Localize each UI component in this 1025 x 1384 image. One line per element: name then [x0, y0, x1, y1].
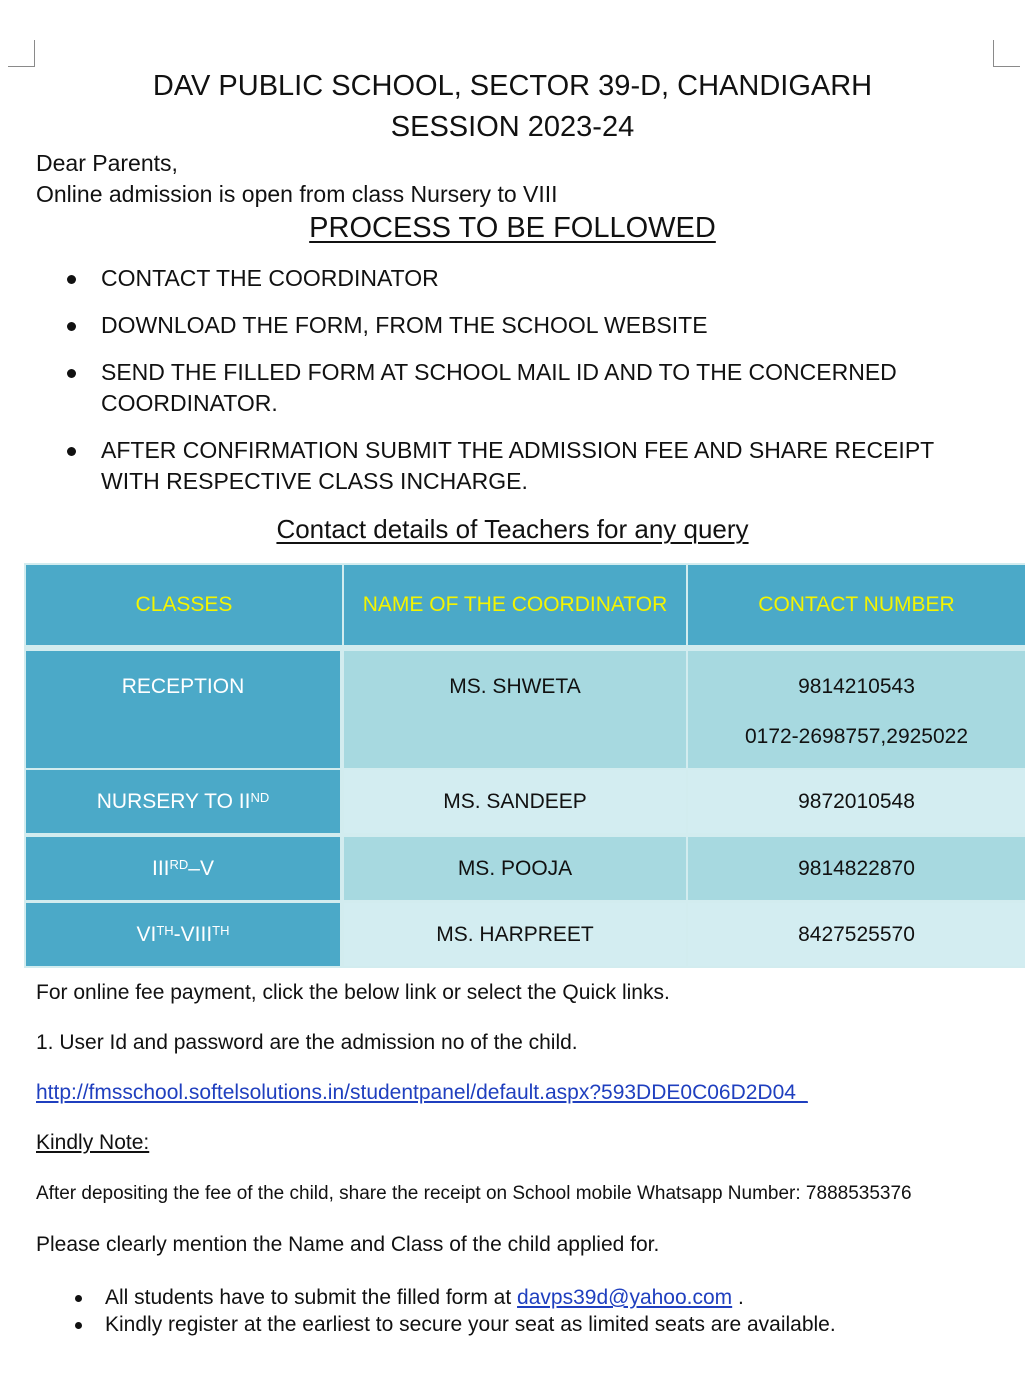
table-row-contact — [688, 651, 1025, 768]
column-header-coordinator: NAME OF THE COORDINATOR — [344, 565, 686, 645]
payment-instruction: For online fee payment, click the below link or select the Quick links. — [36, 981, 670, 1004]
credentials-note: 1. User Id and password are the admission no of the child. — [36, 1031, 578, 1054]
table-row-class: RECEPTION — [26, 651, 340, 768]
greeting: Dear Parents, — [36, 150, 178, 176]
payment-link[interactable]: http://fmsschool.softelsolutions.in/studentpanel/default.aspx?593DDE0C06D2D04_ — [36, 1081, 808, 1104]
bullet-icon — [67, 322, 76, 331]
whatsapp-note: After depositing the fee of the child, share the receipt on School mobile Whatsapp Number: 7888535376 — [36, 1183, 912, 1204]
process-step: DOWNLOAD THE FORM, FROM THE SCHOOL WEBSITE — [101, 310, 991, 341]
bullet-icon — [75, 1295, 82, 1302]
list-item: Kindly register at the earliest to secure your seat as limited seats are available. — [105, 1312, 836, 1338]
list-item: All students have to submit the filled form at davps39d@yahoo.com . — [105, 1285, 744, 1311]
table-row-coordinator: MS. HARPREET — [344, 903, 686, 966]
table-row-contact: 9872010548 — [688, 770, 1025, 833]
table-row-coordinator: MS. POOJA — [344, 837, 686, 900]
table-row-coordinator: MS. SANDEEP — [344, 770, 686, 833]
table-row-contact: 8427525570 — [688, 903, 1025, 966]
process-step: CONTACT THE COORDINATOR — [101, 263, 991, 294]
table-row-class: NURSERY TO II $^{ND}$ — [26, 770, 340, 833]
bullet-icon — [67, 275, 76, 284]
process-step: AFTER CONFIRMATION SUBMIT THE ADMISSION FEE AND SHARE RECEIPT WITH RESPECTIVE CLASS INCHARGE. — [101, 435, 991, 497]
process-step: SEND THE FILLED FORM AT SCHOOL MAIL ID AND TO THE CONCERNED COORDINATOR. — [101, 357, 991, 419]
note-heading: Kindly Note: — [36, 1131, 150, 1154]
email-link[interactable]: davps39d@yahoo.com — [517, 1286, 733, 1309]
crop-mark-top-right — [993, 40, 1020, 67]
phone-number: 0172-2698757,2925022 — [744, 725, 969, 748]
table-row-class: VI $^{TH}$ -VIII $^{TH}$ — [26, 903, 340, 966]
crop-mark-top-left — [8, 40, 35, 67]
admission-message: Online admission is open from class Nursery to VIII — [36, 181, 558, 207]
session-title: SESSION 2023-24 — [390, 111, 635, 143]
contact-table — [24, 563, 1025, 968]
table-row-contact: 9814822870 — [688, 837, 1025, 900]
mention-note: Please clearly mention the Name and Class of the child applied for. — [36, 1233, 660, 1256]
bullet-icon — [75, 1322, 82, 1329]
process-heading: PROCESS TO BE FOLLOWED — [309, 212, 716, 244]
column-header-classes: CLASSES — [26, 565, 342, 645]
column-header-contact: CONTACT NUMBER — [688, 565, 1025, 645]
school-name: DAV PUBLIC SCHOOL, SECTOR 39-D, CHANDIGARH — [152, 70, 873, 102]
bullet-icon — [67, 369, 76, 378]
bullet-icon — [67, 447, 76, 456]
phone-number: 9814210543 — [798, 675, 915, 698]
table-row-class: III $^{RD}$ –V — [26, 837, 340, 900]
table-row-coordinator: MS. SHWETA — [344, 651, 686, 768]
contact-heading: Contact details of Teachers for any query — [276, 514, 749, 544]
